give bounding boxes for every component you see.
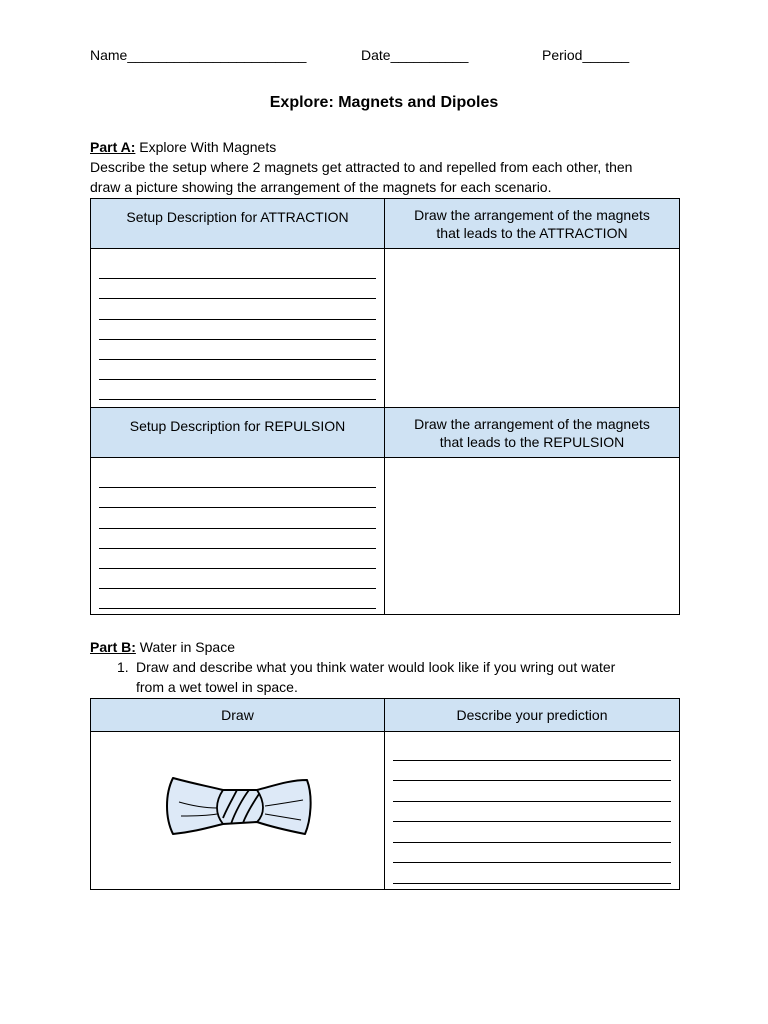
writing-line [99,468,376,488]
prediction-writing-area[interactable] [385,732,680,890]
attraction-lines [91,249,384,400]
writing-line [393,822,671,843]
part-b-item-number: 1. [117,659,129,675]
writing-line [393,802,671,823]
part-b-item-line1: Draw and describe what you think water would look like if you wring out water [136,659,616,675]
part-b-item-line2: from a wet towel in space. [136,679,298,695]
attraction-draw-header-line2: that leads to the ATTRACTION [436,224,628,241]
repulsion-draw-header-line2: that leads to the REPULSION [439,433,625,450]
water-table [90,698,680,890]
attraction-desc-header [91,199,385,249]
writing-line [99,360,376,380]
repulsion-draw-header [385,408,680,458]
magnet-table [90,198,680,615]
repulsion-writing-area[interactable] [91,458,385,615]
writing-line [99,569,376,589]
part-a-heading: Part A: [90,139,136,155]
writing-line [99,529,376,549]
writing-line [99,380,376,400]
attraction-drawing-area[interactable] [385,249,680,408]
repulsion-desc-header-text: Setup Description for REPULSION [129,417,346,434]
page-title: Explore: Magnets and Dipoles [269,94,499,111]
writing-line [393,761,671,782]
writing-line [99,259,376,279]
part-b-heading: Part B: [90,639,136,655]
period-field-label: Period______ [542,47,630,63]
part-a-heading-line [90,137,276,157]
repulsion-lines [91,458,384,609]
writing-line [99,508,376,528]
describe-header: Describe your prediction [385,699,680,732]
water-drawing-area[interactable] [91,732,385,890]
writing-line [393,863,671,884]
attraction-desc-header-text: Setup Description for ATTRACTION [126,208,349,225]
writing-line [393,843,671,864]
part-b-heading-line [90,637,235,657]
part-a-instructions-line1: Describe the setup where 2 magnets get attracted to and repelled from each other, then [90,159,633,175]
part-a-instructions-line2: draw a picture showing the arrangement of the magnets for each scenario. [90,179,552,195]
attraction-draw-header-line1: Draw the arrangement of the magnets [414,206,650,223]
writing-line [393,781,671,802]
attraction-body-row [91,249,680,408]
writing-line [393,740,671,761]
attraction-writing-area[interactable] [91,249,385,408]
writing-line [99,299,376,319]
writing-line [99,589,376,609]
writing-line [99,320,376,340]
attraction-header-row [91,199,680,249]
repulsion-draw-header-line1: Draw the arrangement of the magnets [414,415,650,432]
water-body-row [91,732,680,890]
repulsion-header-row [91,408,680,458]
date-field-label: Date__________ [361,47,469,63]
part-a-subtitle: Explore With Magnets [135,139,277,155]
name-field-label: Name_______________________ [90,47,307,63]
prediction-lines [385,732,679,884]
draw-header: Draw [91,699,385,732]
writing-line [99,488,376,508]
writing-line [99,340,376,360]
repulsion-desc-header [91,408,385,458]
writing-line [99,549,376,569]
twisted-towel-icon [165,772,315,842]
repulsion-body-row [91,458,680,615]
attraction-draw-header [385,199,680,249]
repulsion-drawing-area[interactable] [385,458,680,615]
writing-line [99,279,376,299]
water-header-row [91,699,680,732]
part-b-subtitle: Water in Space [135,639,235,655]
